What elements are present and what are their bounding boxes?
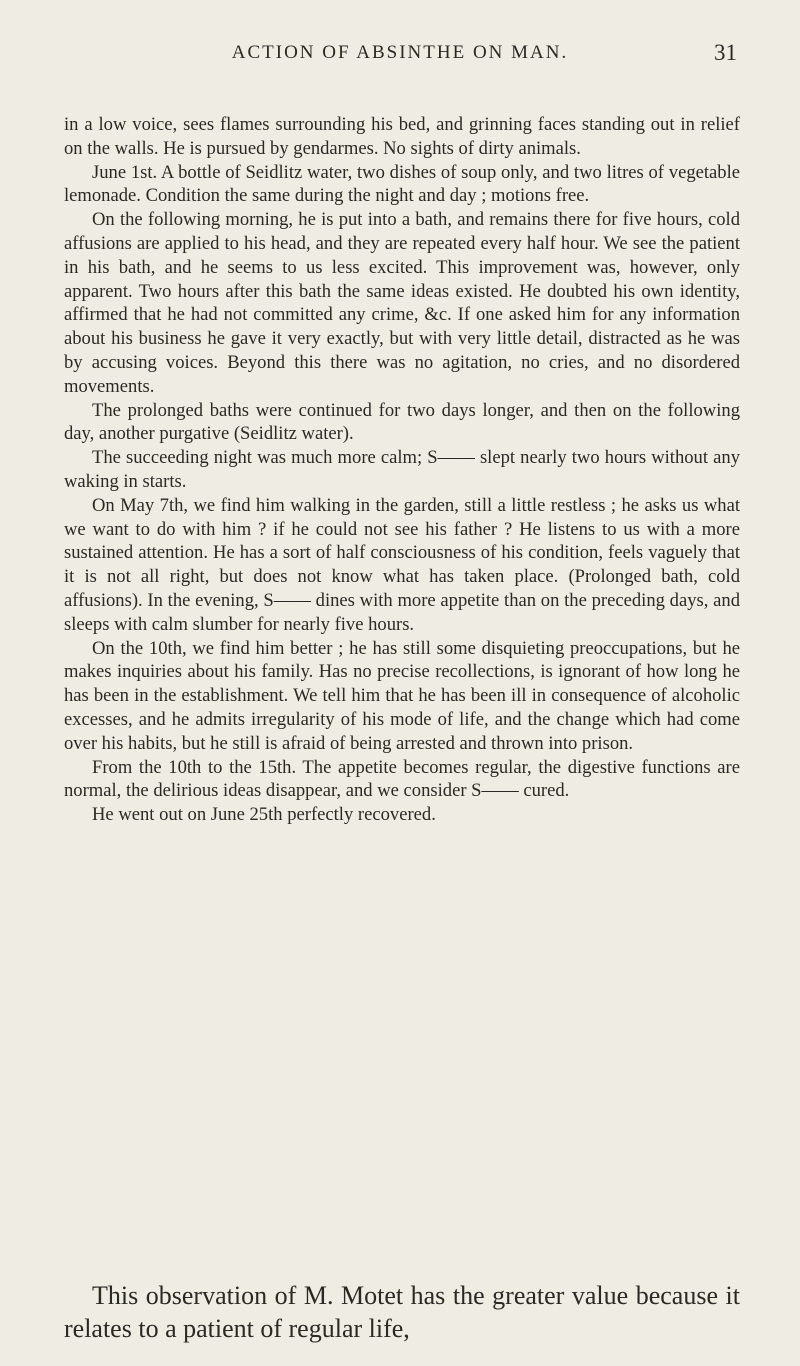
paragraph-succeeding-night: The succeeding night was much more calm; S—— slept nearly two hours without any waking in starts. — [64, 447, 740, 492]
paragraph-continuation: in a low voice, sees flames surrounding his bed, and grinning faces standing out in relief on the walls. He is pursued by gendarmes. No sights of dirty animals. — [64, 114, 740, 159]
closing-paragraph: This observation of M. Motet has the greater value because it relates to a patient of regular life, — [64, 1281, 740, 1343]
body-text — [64, 113, 740, 827]
running-title: ACTION OF ABSINTHE ON MAN. — [231, 42, 569, 63]
paragraph-may-7th: On May 7th, we find him walking in the garden, still a little restless ; he asks us what we want to do with him ? if he could not see his father ? He listens to us with a more sustained attention. He has a sort of half consciousness of his condition, feels vaguely that it is not all right, but does not know what has taken place. (Prolonged bath, cold affusions). In the evening, S—— dines with more appetite than on the preceding days, and sleeps with calm slumber for nearly five hours. — [64, 494, 740, 635]
paragraph-prolonged-baths: The prolonged baths were continued for two days longer, and then on the following day, another purgative (Seidlitz water). — [64, 399, 740, 445]
page-number: 31 — [714, 40, 737, 65]
paragraph-following-morning: On the following morning, he is put into a bath, and remains there for five hours, cold affusions are applied to his head, and they are repeated every half hour. We see the patient in his bath, and he seems to us less excited. This improvement was, however, only apparent. Two hours after this bath the same ideas existed. He doubted his own identity, affirmed that he had not committed any crime, &c. If one asked him for any information about his business he gave it very exactly, but with very little detail, distracted as he was by accusing voices. Beyond this there was no agitation, no cries, and no disordered movements. — [64, 209, 740, 397]
paragraph-10th: On the 10th, we find him better ; he has still some disquieting preoccupations, but he makes inquiries about his family. Has no precise recollections, is ignorant of how long he has been in the establishment. We tell him that he has been ill in consequence of alcoholic excesses, and he admits irregularity of his mode of life, and the change which had come over his habits, but he still is afraid of being arrested and thrown into prison. — [64, 637, 740, 754]
paragraph-june-1st: June 1st. A bottle of Seidlitz water, two dishes of soup only, and two litres of vegetable lemonade. Condition the same during the night and day ; motions free. — [64, 161, 740, 207]
paragraph-june-25th: He went out on June 25th perfectly recovered. — [92, 804, 436, 826]
paragraph-10th-to-15th: From the 10th to the 15th. The appetite becomes regular, the digestive functions are normal, the delirious ideas disappear, and we consider S—— cured. — [64, 756, 740, 802]
